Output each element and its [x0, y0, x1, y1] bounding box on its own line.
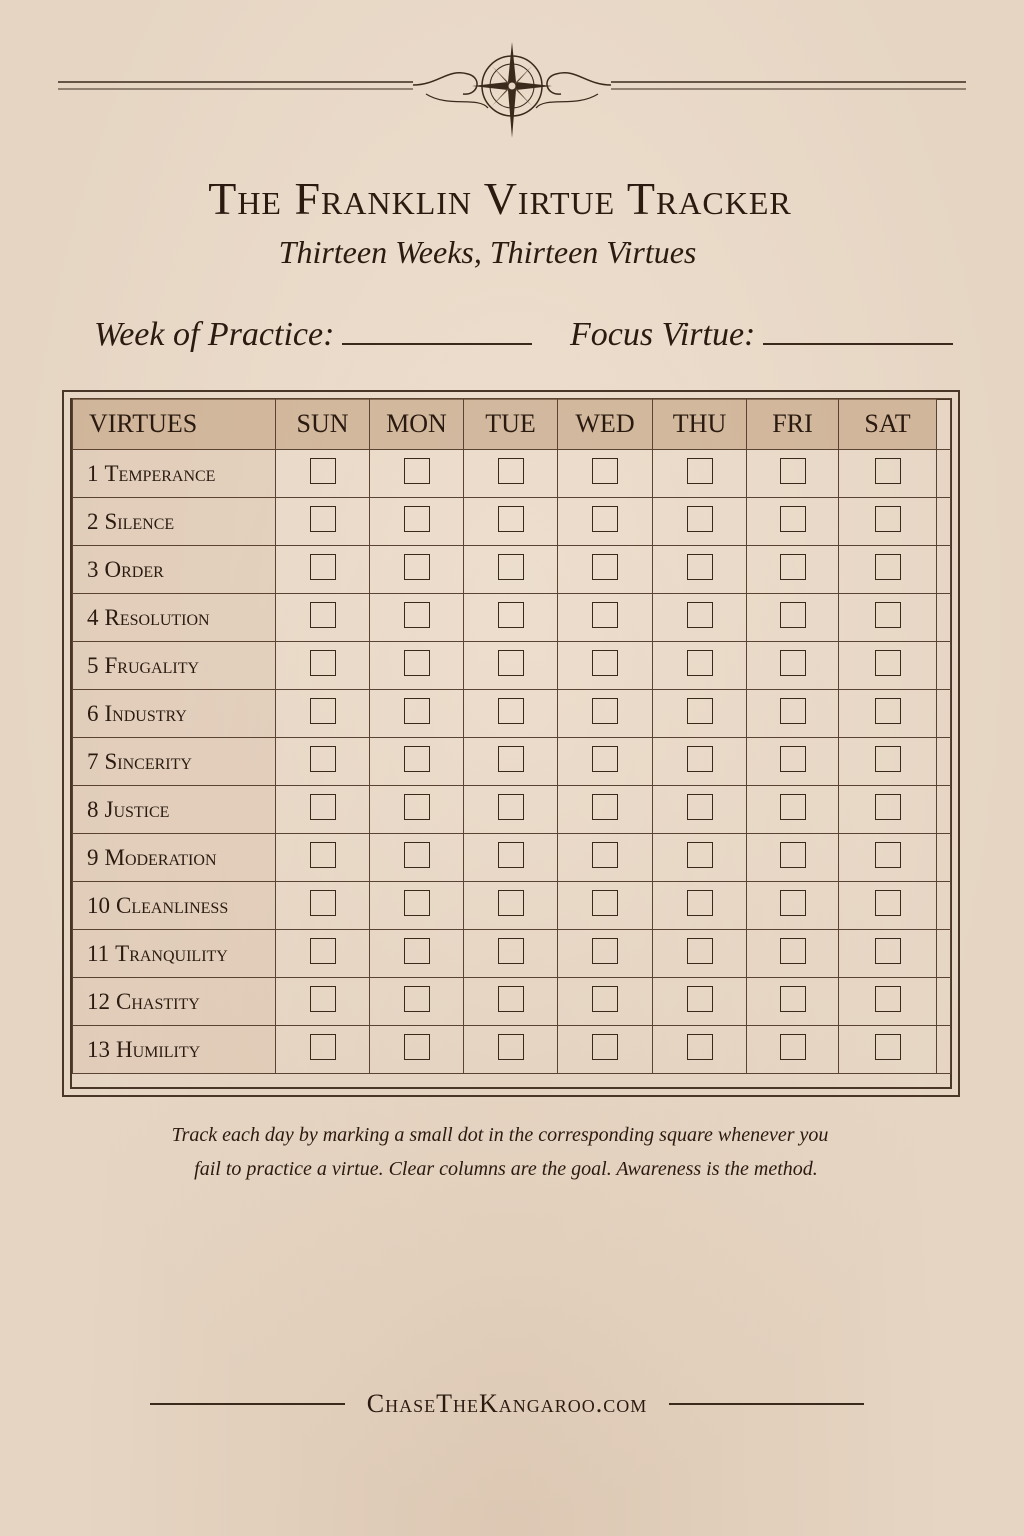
checkbox-thu[interactable] — [687, 890, 713, 916]
checkbox-tue[interactable] — [498, 746, 524, 772]
checkbox-thu[interactable] — [687, 986, 713, 1012]
day-cell-sat — [839, 738, 937, 786]
checkbox-thu[interactable] — [687, 554, 713, 580]
day-cell-sat — [839, 930, 937, 978]
row-spacer — [937, 546, 951, 594]
checkbox-sun[interactable] — [310, 650, 336, 676]
day-cell-mon — [370, 738, 464, 786]
day-cell-sat — [839, 690, 937, 738]
virtue-name-cell — [73, 882, 276, 930]
day-cell-sun — [276, 594, 370, 642]
day-cell-thu — [653, 978, 747, 1026]
focus-virtue-line[interactable] — [763, 342, 953, 345]
checkbox-fri[interactable] — [780, 746, 806, 772]
virtue-name-cell — [73, 786, 276, 834]
day-cell-sun — [276, 546, 370, 594]
day-header-sun: SUN — [276, 399, 370, 450]
checkbox-tue[interactable] — [498, 602, 524, 628]
day-cell-tue — [464, 594, 558, 642]
day-cell-wed — [558, 450, 653, 498]
virtue-name: Chastity — [116, 988, 200, 1014]
day-cell-tue — [464, 978, 558, 1026]
checkbox-wed[interactable] — [592, 602, 618, 628]
day-cell-thu — [653, 738, 747, 786]
day-cell-wed — [558, 882, 653, 930]
checkbox-sat[interactable] — [875, 698, 901, 724]
day-cell-sun — [276, 642, 370, 690]
day-cell-sat — [839, 786, 937, 834]
day-cell-sun — [276, 786, 370, 834]
day-cell-sun — [276, 834, 370, 882]
checkbox-fri[interactable] — [780, 794, 806, 820]
day-cell-wed — [558, 978, 653, 1026]
checkbox-thu[interactable] — [687, 794, 713, 820]
virtue-row — [73, 1026, 951, 1074]
virtue-number: 11 — [87, 940, 110, 966]
day-cell-thu — [653, 498, 747, 546]
day-cell-sun — [276, 450, 370, 498]
checkbox-mon[interactable] — [404, 506, 430, 532]
checkbox-sun[interactable] — [310, 554, 336, 580]
virtue-number: 3 — [87, 556, 99, 582]
footer-rule-left — [150, 1403, 345, 1405]
footer-rule-right — [669, 1403, 864, 1405]
day-cell-mon — [370, 930, 464, 978]
checkbox-wed[interactable] — [592, 986, 618, 1012]
day-cell-sat — [839, 882, 937, 930]
week-of-practice-line[interactable] — [342, 342, 532, 345]
compass-rose-icon — [472, 42, 552, 138]
virtue-row — [73, 834, 951, 882]
row-spacer — [937, 594, 951, 642]
checkbox-fri[interactable] — [780, 650, 806, 676]
day-cell-fri — [747, 882, 839, 930]
row-spacer — [937, 690, 951, 738]
day-cell-thu — [653, 834, 747, 882]
day-cell-sat — [839, 978, 937, 1026]
checkbox-sat[interactable] — [875, 938, 901, 964]
day-header-wed: WED — [558, 399, 653, 450]
day-cell-sun — [276, 978, 370, 1026]
checkbox-wed[interactable] — [592, 746, 618, 772]
virtue-number: 2 — [87, 508, 99, 534]
day-cell-fri — [747, 498, 839, 546]
checkbox-sun[interactable] — [310, 506, 336, 532]
checkbox-sun[interactable] — [310, 938, 336, 964]
virtue-number: 7 — [87, 748, 99, 774]
virtue-number: 9 — [87, 844, 99, 870]
day-cell-wed — [558, 786, 653, 834]
virtue-row — [73, 978, 951, 1026]
day-cell-fri — [747, 834, 839, 882]
day-cell-thu — [653, 786, 747, 834]
virtue-name-cell — [73, 546, 276, 594]
checkbox-wed[interactable] — [592, 794, 618, 820]
checkbox-fri[interactable] — [780, 938, 806, 964]
checkbox-tue[interactable] — [498, 794, 524, 820]
checkbox-wed[interactable] — [592, 554, 618, 580]
checkbox-thu[interactable] — [687, 842, 713, 868]
checkbox-fri[interactable] — [780, 842, 806, 868]
day-cell-mon — [370, 594, 464, 642]
virtue-number: 12 — [87, 988, 110, 1014]
day-cell-mon — [370, 834, 464, 882]
day-cell-wed — [558, 690, 653, 738]
virtue-name: Temperance — [104, 460, 216, 486]
checkbox-fri[interactable] — [780, 1034, 806, 1060]
day-cell-mon — [370, 642, 464, 690]
day-cell-sun — [276, 738, 370, 786]
virtue-name: Order — [104, 556, 164, 582]
day-header-mon: MON — [370, 399, 464, 450]
day-cell-mon — [370, 498, 464, 546]
checkbox-wed[interactable] — [592, 890, 618, 916]
day-cell-fri — [747, 738, 839, 786]
day-cell-tue — [464, 546, 558, 594]
checkbox-sat[interactable] — [875, 602, 901, 628]
checkbox-tue[interactable] — [498, 506, 524, 532]
day-cell-sun — [276, 498, 370, 546]
row-spacer — [937, 834, 951, 882]
checkbox-thu[interactable] — [687, 938, 713, 964]
checkbox-thu[interactable] — [687, 506, 713, 532]
checkbox-sat[interactable] — [875, 506, 901, 532]
day-cell-mon — [370, 690, 464, 738]
day-cell-wed — [558, 642, 653, 690]
day-cell-tue — [464, 834, 558, 882]
page-subtitle: Thirteen Weeks, Thirteen Virtues — [278, 234, 697, 270]
day-cell-tue — [464, 690, 558, 738]
virtue-name: Resolution — [104, 604, 210, 630]
day-cell-tue — [464, 498, 558, 546]
day-cell-fri — [747, 1026, 839, 1074]
virtue-name: Sincerity — [104, 748, 192, 774]
checkbox-tue[interactable] — [498, 554, 524, 580]
day-cell-wed — [558, 834, 653, 882]
checkbox-thu[interactable] — [687, 698, 713, 724]
checkbox-fri[interactable] — [780, 890, 806, 916]
checkbox-thu[interactable] — [687, 746, 713, 772]
checkbox-mon[interactable] — [404, 1034, 430, 1060]
row-spacer — [937, 498, 951, 546]
day-cell-sun — [276, 930, 370, 978]
day-cell-fri — [747, 978, 839, 1026]
virtue-name-cell — [73, 738, 276, 786]
day-header-tue: TUE — [464, 399, 558, 450]
week-of-practice-field[interactable] — [94, 316, 532, 354]
checkbox-tue[interactable] — [498, 650, 524, 676]
virtue-name-cell — [73, 1026, 276, 1074]
checkbox-mon[interactable] — [404, 842, 430, 868]
checkbox-sun[interactable] — [310, 1034, 336, 1060]
virtue-row — [73, 690, 951, 738]
virtue-row — [73, 594, 951, 642]
checkbox-sat[interactable] — [875, 1034, 901, 1060]
virtue-number: 6 — [87, 700, 99, 726]
virtue-row — [73, 546, 951, 594]
day-cell-sun — [276, 690, 370, 738]
virtue-name: Humility — [116, 1036, 201, 1062]
checkbox-wed[interactable] — [592, 650, 618, 676]
row-spacer — [937, 882, 951, 930]
virtue-row — [73, 882, 951, 930]
virtues-column-header: VIRTUES — [73, 399, 276, 450]
checkbox-sat[interactable] — [875, 842, 901, 868]
virtue-name-cell — [73, 930, 276, 978]
checkbox-wed[interactable] — [592, 506, 618, 532]
checkbox-tue[interactable] — [498, 842, 524, 868]
day-cell-sat — [839, 834, 937, 882]
day-cell-tue — [464, 786, 558, 834]
virtue-number: 5 — [87, 652, 99, 678]
day-cell-fri — [747, 450, 839, 498]
checkbox-wed[interactable] — [592, 458, 618, 484]
checkbox-sun[interactable] — [310, 698, 336, 724]
checkbox-mon[interactable] — [404, 458, 430, 484]
instruction-line-1: Track each day by marking a small dot in the corresponding square whenever you — [171, 1124, 829, 1146]
checkbox-sat[interactable] — [875, 890, 901, 916]
checkbox-mon[interactable] — [404, 986, 430, 1012]
checkbox-fri[interactable] — [780, 986, 806, 1012]
day-cell-sat — [839, 1026, 937, 1074]
day-header-thu: THU — [653, 399, 747, 450]
virtue-name-cell — [73, 978, 276, 1026]
day-cell-wed — [558, 546, 653, 594]
checkbox-fri[interactable] — [780, 698, 806, 724]
day-cell-fri — [747, 786, 839, 834]
checkbox-wed[interactable] — [592, 698, 618, 724]
checkbox-tue[interactable] — [498, 698, 524, 724]
header-spacer — [937, 399, 951, 450]
virtue-name-cell — [73, 642, 276, 690]
day-cell-sun — [276, 1026, 370, 1074]
footer-site: ChaseTheKangaroo.com — [366, 1389, 648, 1418]
day-cell-fri — [747, 642, 839, 690]
checkbox-wed[interactable] — [592, 1034, 618, 1060]
day-cell-wed — [558, 498, 653, 546]
week-of-practice-label: Week of Practice: — [94, 316, 335, 353]
virtue-row — [73, 930, 951, 978]
checkbox-sat[interactable] — [875, 746, 901, 772]
checkbox-sun[interactable] — [310, 842, 336, 868]
virtue-number: 8 — [87, 796, 99, 822]
virtue-number: 1 — [87, 460, 99, 486]
checkbox-thu[interactable] — [687, 458, 713, 484]
day-cell-tue — [464, 1026, 558, 1074]
row-spacer — [937, 738, 951, 786]
virtue-row — [73, 738, 951, 786]
row-spacer — [937, 642, 951, 690]
day-cell-thu — [653, 450, 747, 498]
checkbox-mon[interactable] — [404, 794, 430, 820]
checkbox-sat[interactable] — [875, 986, 901, 1012]
virtue-name: Silence — [104, 508, 175, 534]
checkbox-sat[interactable] — [875, 458, 901, 484]
virtue-number: 13 — [87, 1036, 110, 1062]
checkbox-sat[interactable] — [875, 650, 901, 676]
day-cell-tue — [464, 642, 558, 690]
day-cell-wed — [558, 738, 653, 786]
checkbox-mon[interactable] — [404, 746, 430, 772]
checkbox-fri[interactable] — [780, 458, 806, 484]
checkbox-fri[interactable] — [780, 602, 806, 628]
day-cell-mon — [370, 450, 464, 498]
virtue-name-cell — [73, 690, 276, 738]
checkbox-sun[interactable] — [310, 794, 336, 820]
virtue-name-cell — [73, 450, 276, 498]
page-title: The Franklin Virtue Tracker — [208, 173, 792, 224]
top-ornament — [58, 38, 966, 142]
checkbox-fri[interactable] — [780, 554, 806, 580]
checkbox-mon[interactable] — [404, 938, 430, 964]
day-cell-thu — [653, 882, 747, 930]
day-cell-sat — [839, 642, 937, 690]
day-cell-mon — [370, 882, 464, 930]
checkbox-sat[interactable] — [875, 554, 901, 580]
day-cell-sat — [839, 450, 937, 498]
checkbox-thu[interactable] — [687, 1034, 713, 1060]
virtue-name: Moderation — [104, 844, 217, 870]
focus-virtue-label: Focus Virtue: — [570, 316, 756, 353]
day-cell-tue — [464, 450, 558, 498]
day-cell-wed — [558, 1026, 653, 1074]
virtue-row — [73, 786, 951, 834]
virtue-name: Industry — [104, 700, 187, 726]
day-cell-thu — [653, 594, 747, 642]
day-cell-fri — [747, 546, 839, 594]
day-cell-thu — [653, 690, 747, 738]
day-cell-mon — [370, 1026, 464, 1074]
row-spacer — [937, 1026, 951, 1074]
day-cell-thu — [653, 546, 747, 594]
checkbox-thu[interactable] — [687, 650, 713, 676]
checkbox-sun[interactable] — [310, 458, 336, 484]
row-spacer — [937, 978, 951, 1026]
day-cell-fri — [747, 930, 839, 978]
grid-body — [73, 450, 951, 1074]
row-spacer — [937, 786, 951, 834]
footer — [150, 1384, 864, 1424]
row-spacer — [937, 450, 951, 498]
day-cell-fri — [747, 690, 839, 738]
virtue-name-cell — [73, 498, 276, 546]
day-cell-mon — [370, 546, 464, 594]
checkbox-sun[interactable] — [310, 986, 336, 1012]
checkbox-sat[interactable] — [875, 794, 901, 820]
focus-virtue-field[interactable] — [570, 316, 953, 354]
virtue-name-cell — [73, 594, 276, 642]
virtue-name: Frugality — [104, 652, 200, 678]
virtue-row — [73, 642, 951, 690]
day-cell-sat — [839, 546, 937, 594]
checkbox-fri[interactable] — [780, 506, 806, 532]
virtue-number: 4 — [87, 604, 99, 630]
day-cell-tue — [464, 930, 558, 978]
day-cell-thu — [653, 930, 747, 978]
checkbox-wed[interactable] — [592, 938, 618, 964]
virtue-grid — [72, 398, 951, 1074]
grid-header-row — [73, 399, 951, 450]
row-spacer — [937, 930, 951, 978]
day-cell-thu — [653, 642, 747, 690]
virtue-name: Justice — [104, 796, 170, 822]
day-cell-tue — [464, 882, 558, 930]
virtue-name-cell — [73, 834, 276, 882]
day-cell-sat — [839, 594, 937, 642]
virtue-name: Cleanliness — [116, 892, 229, 918]
checkbox-tue[interactable] — [498, 890, 524, 916]
checkbox-mon[interactable] — [404, 698, 430, 724]
checkbox-mon[interactable] — [404, 650, 430, 676]
checkbox-mon[interactable] — [404, 554, 430, 580]
checkbox-mon[interactable] — [404, 602, 430, 628]
day-cell-sun — [276, 882, 370, 930]
checkbox-tue[interactable] — [498, 458, 524, 484]
virtue-row — [73, 450, 951, 498]
virtue-row — [73, 498, 951, 546]
virtue-name: Tranquility — [115, 940, 228, 966]
day-cell-wed — [558, 930, 653, 978]
day-cell-sat — [839, 498, 937, 546]
virtue-number: 10 — [87, 892, 110, 918]
day-cell-thu — [653, 1026, 747, 1074]
checkbox-tue[interactable] — [498, 1034, 524, 1060]
instruction-line-2: fail to practice a virtue. Clear columns are the goal. Awareness is the method. — [194, 1158, 818, 1180]
checkbox-sun[interactable] — [310, 890, 336, 916]
day-cell-tue — [464, 738, 558, 786]
checkbox-wed[interactable] — [592, 842, 618, 868]
day-header-fri: FRI — [747, 399, 839, 450]
checkbox-sun[interactable] — [310, 746, 336, 772]
checkbox-thu[interactable] — [687, 602, 713, 628]
checkbox-tue[interactable] — [498, 938, 524, 964]
day-cell-wed — [558, 594, 653, 642]
day-cell-mon — [370, 786, 464, 834]
day-cell-mon — [370, 978, 464, 1026]
checkbox-sun[interactable] — [310, 602, 336, 628]
checkbox-tue[interactable] — [498, 986, 524, 1012]
checkbox-mon[interactable] — [404, 890, 430, 916]
day-header-sat: SAT — [839, 399, 937, 450]
day-cell-fri — [747, 594, 839, 642]
